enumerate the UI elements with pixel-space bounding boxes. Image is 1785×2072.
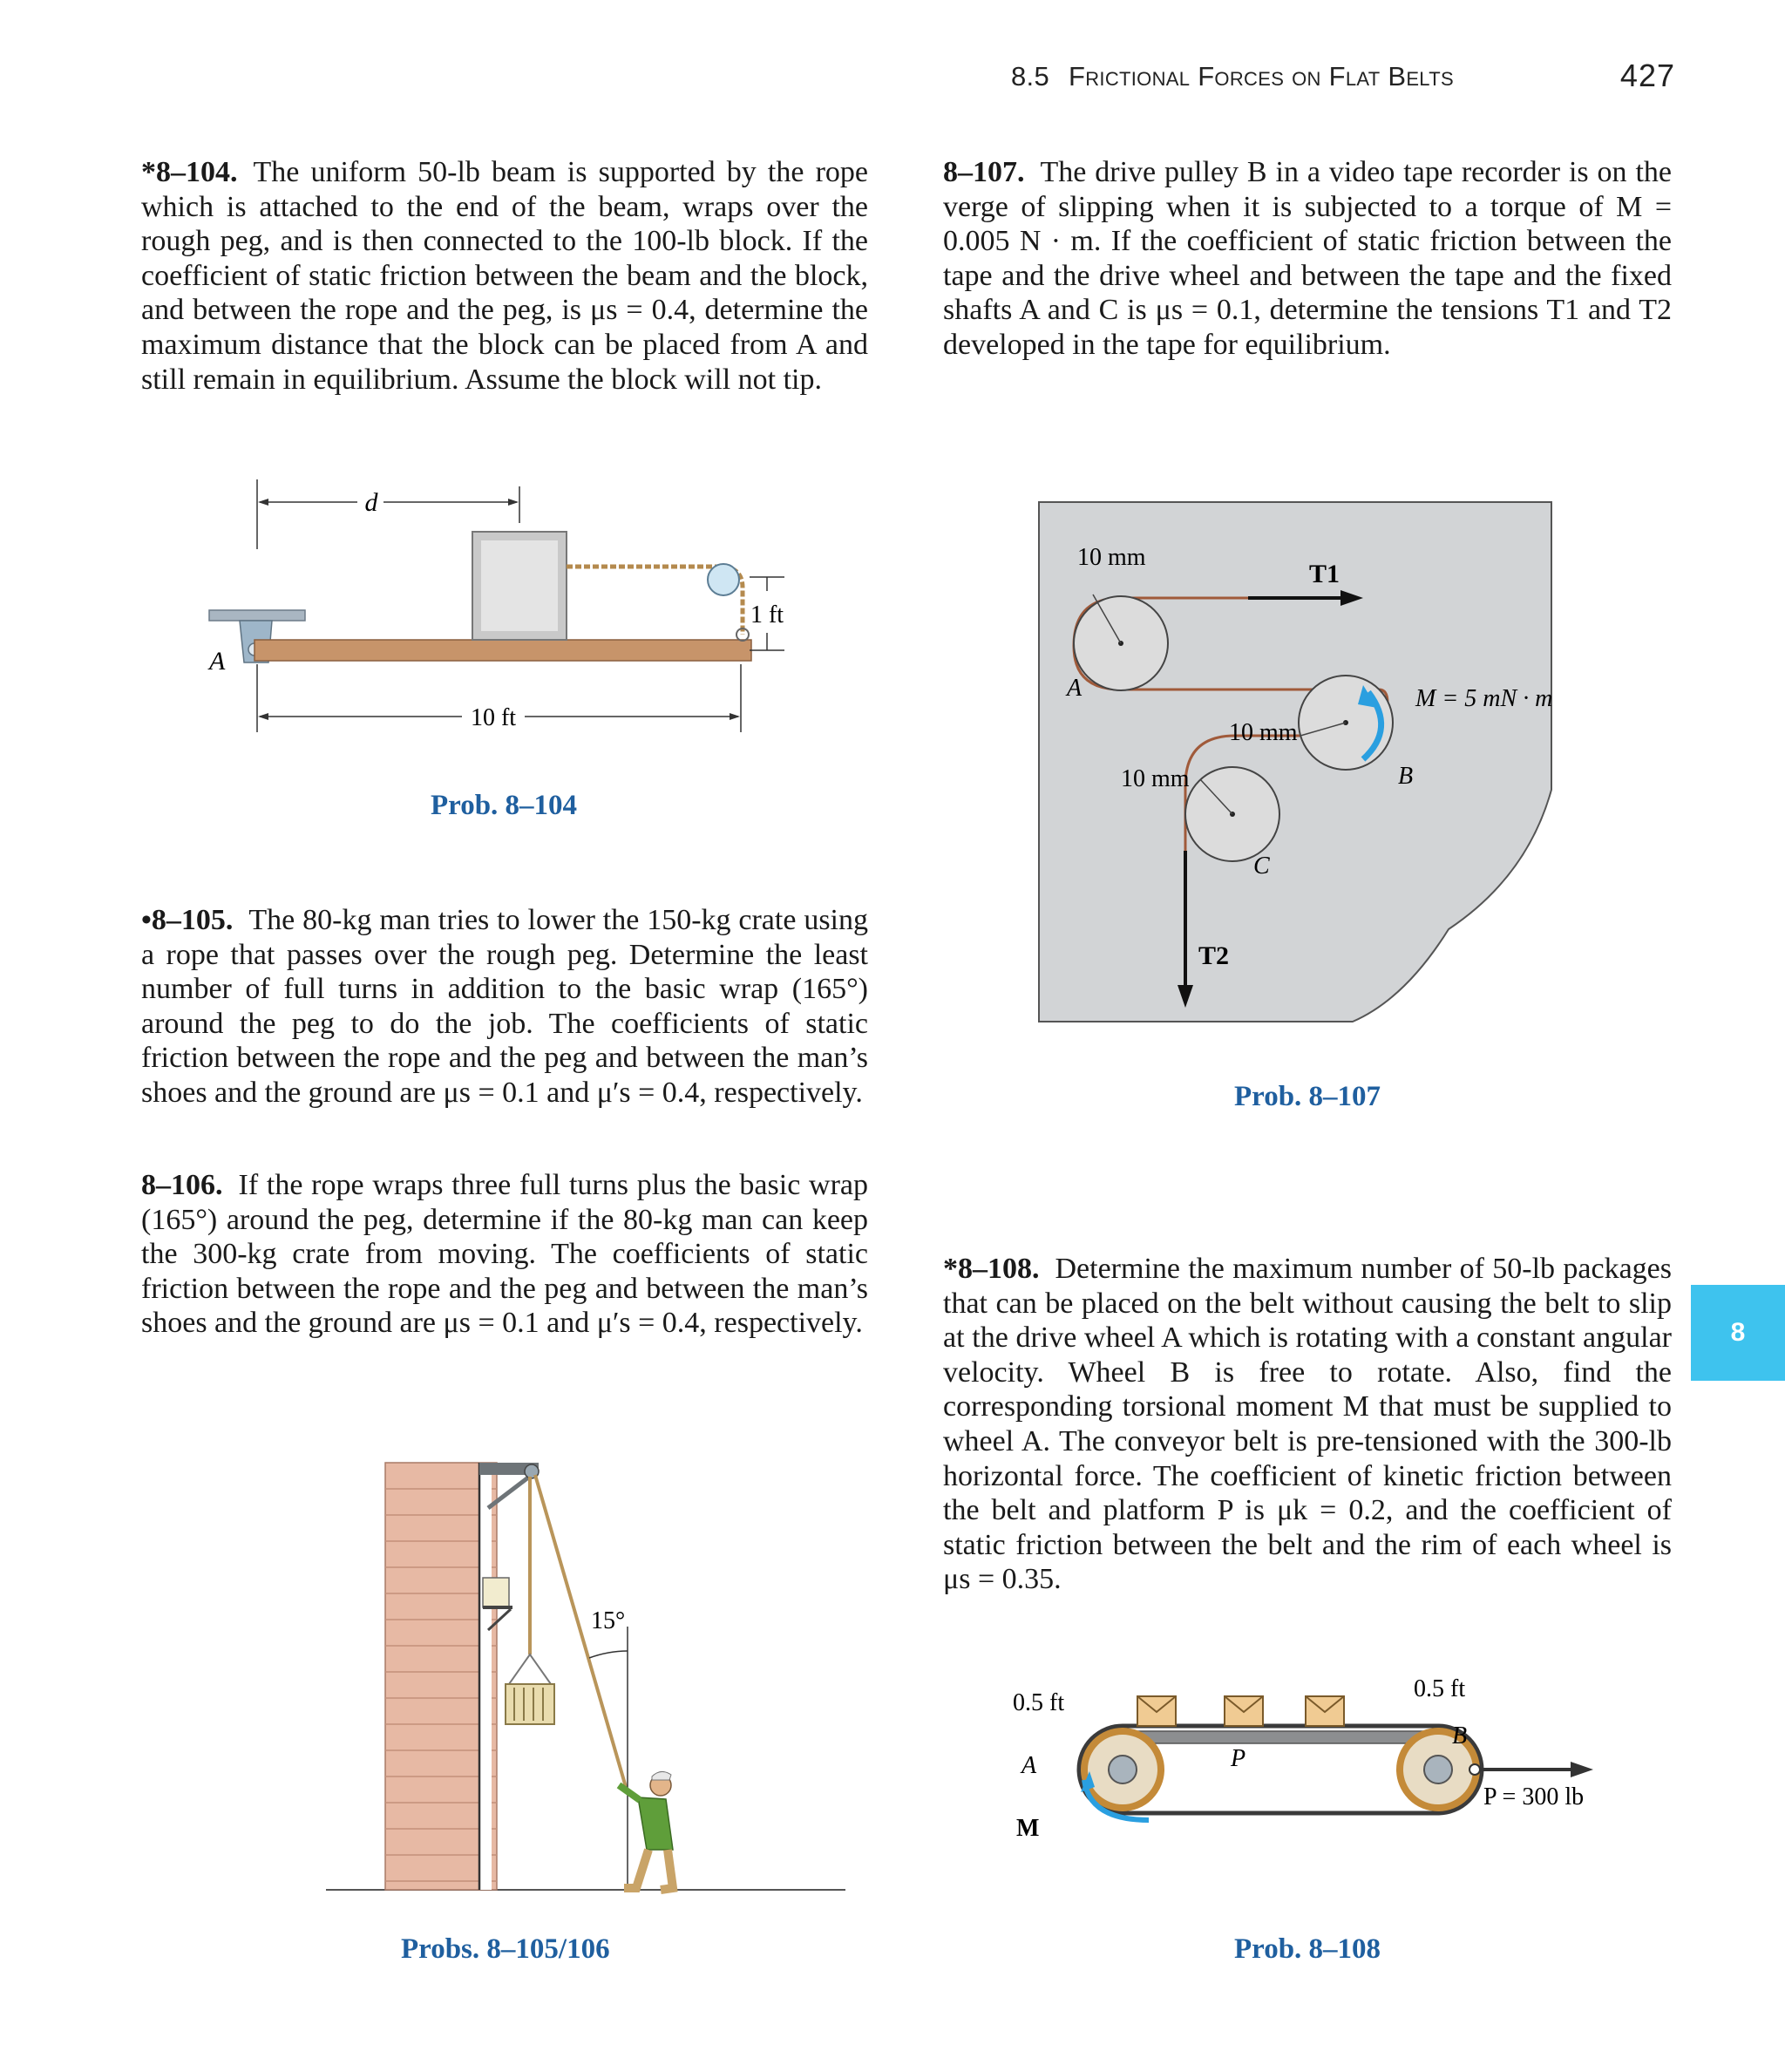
running-header xyxy=(1011,61,1454,92)
caption-8-104: Prob. 8–104 xyxy=(431,790,578,821)
label-T1: T1 xyxy=(1309,560,1340,588)
figure-8-104 xyxy=(200,479,793,741)
caption-8-108: Prob. 8–108 xyxy=(1234,1933,1381,1965)
label-A: A xyxy=(209,647,226,676)
problem-id: 8–106. xyxy=(141,1169,223,1201)
figure-8-105-106 xyxy=(322,1456,880,1909)
problem-text: If the rope wraps three full turns plus the basic wrap (165°) around the peg, determine if the 80-kg man can keep the 300-kg crate from moving. The coefficients of static friction between the rope and the peg and between the man’s shoes and the ground are μs = 0.1 and μ′s = 0.4, respectively. xyxy=(141,1169,868,1340)
label-T2: T2 xyxy=(1198,941,1230,970)
label-force: P = 300 lb xyxy=(1483,1783,1585,1810)
label-C: C xyxy=(1253,853,1270,880)
label-05ft-right: 0.5 ft xyxy=(1414,1675,1466,1702)
caption-8-105-106: Probs. 8–105/106 xyxy=(401,1933,610,1965)
label-05ft-left: 0.5 ft xyxy=(1013,1689,1065,1716)
figure-8-108 xyxy=(994,1674,1621,1874)
label-1ft: 1 ft xyxy=(750,601,784,628)
problem-8-107 xyxy=(943,155,1672,363)
label-10ft: 10 ft xyxy=(470,704,517,731)
problem-text: The drive pulley B in a video tape recorder is on the verge of slipping when it is subjected to a torque of M = 0.005 N · m. If the coefficient of static friction between the tape and the drive wheel and between the tape and the fixed shafts A and C is μs = 0.1, determine the tensions T1 and T2 developed in the tape for equilibrium. xyxy=(943,156,1672,361)
chapter-tab: 8 xyxy=(1691,1285,1785,1381)
label-10mm-b: 10 mm xyxy=(1229,719,1298,746)
problem-id: 8–107. xyxy=(943,156,1025,188)
label-B: B xyxy=(1452,1722,1468,1749)
label-M: M = 5 mN · m xyxy=(1415,685,1553,712)
problem-8-105 xyxy=(141,903,868,1111)
problem-8-104 xyxy=(141,155,868,397)
label-A: A xyxy=(1067,675,1083,702)
problem-id: •8–105. xyxy=(141,904,234,936)
label-10mm-a: 10 mm xyxy=(1077,544,1146,571)
section-number: 8.5 xyxy=(1011,61,1049,92)
figure-8-107 xyxy=(1039,502,1719,1025)
problem-id: *8–108. xyxy=(943,1253,1040,1285)
label-P: P xyxy=(1231,1745,1246,1772)
problem-8-106 xyxy=(141,1168,868,1341)
problem-id: *8–104. xyxy=(141,156,238,188)
problem-text: The 80-kg man tries to lower the 150-kg crate using a rope that passes over the rough peg. Determine the least number of full turns in addition to the basic wrap (165°) around the peg to do the job. The coefficients of static friction between the rope and the peg and between the man’s shoes and the ground are μs = 0.1 and μ′s = 0.4, respectively. xyxy=(141,904,868,1109)
problem-text: The uniform 50-lb beam is supported by the rope which is attached to the end of the beam, wraps over the rough peg, and is then connected to the 100-lb block. If the coefficient of static friction between the beam and the block, and between the rope and the peg, is μs = 0.4, determine the maximum distance that the block can be placed from A and still remain in equilibrium. Assume the block will not tip. xyxy=(141,156,868,396)
caption-8-107: Prob. 8–107 xyxy=(1234,1081,1381,1112)
page-number: 427 xyxy=(1619,58,1675,93)
label-A: A xyxy=(1021,1752,1037,1779)
label-d: d xyxy=(364,488,378,517)
label-B: B xyxy=(1398,763,1414,790)
label-15deg: 15° xyxy=(591,1607,626,1634)
section-title: Frictional Forces on Flat Belts xyxy=(1069,61,1454,92)
label-10mm-c: 10 mm xyxy=(1121,765,1190,792)
label-M: M xyxy=(1016,1815,1040,1842)
problem-8-108 xyxy=(943,1252,1672,1597)
problem-text: Determine the maximum number of 50-lb packages that can be placed on the belt without causing the belt to slip at the drive wheel A which is rotating with a constant angular velocity. Wheel B is free to rotate. Also, find the corresponding torsional moment M that must be supplied to wheel A. The conveyor belt is pre-tensioned with the 300-lb horizontal force. The coefficient of kinetic friction between the belt and platform P is μk = 0.2, and the coefficient of static friction between the belt and the rim of each wheel is μs = 0.35. xyxy=(943,1253,1672,1596)
